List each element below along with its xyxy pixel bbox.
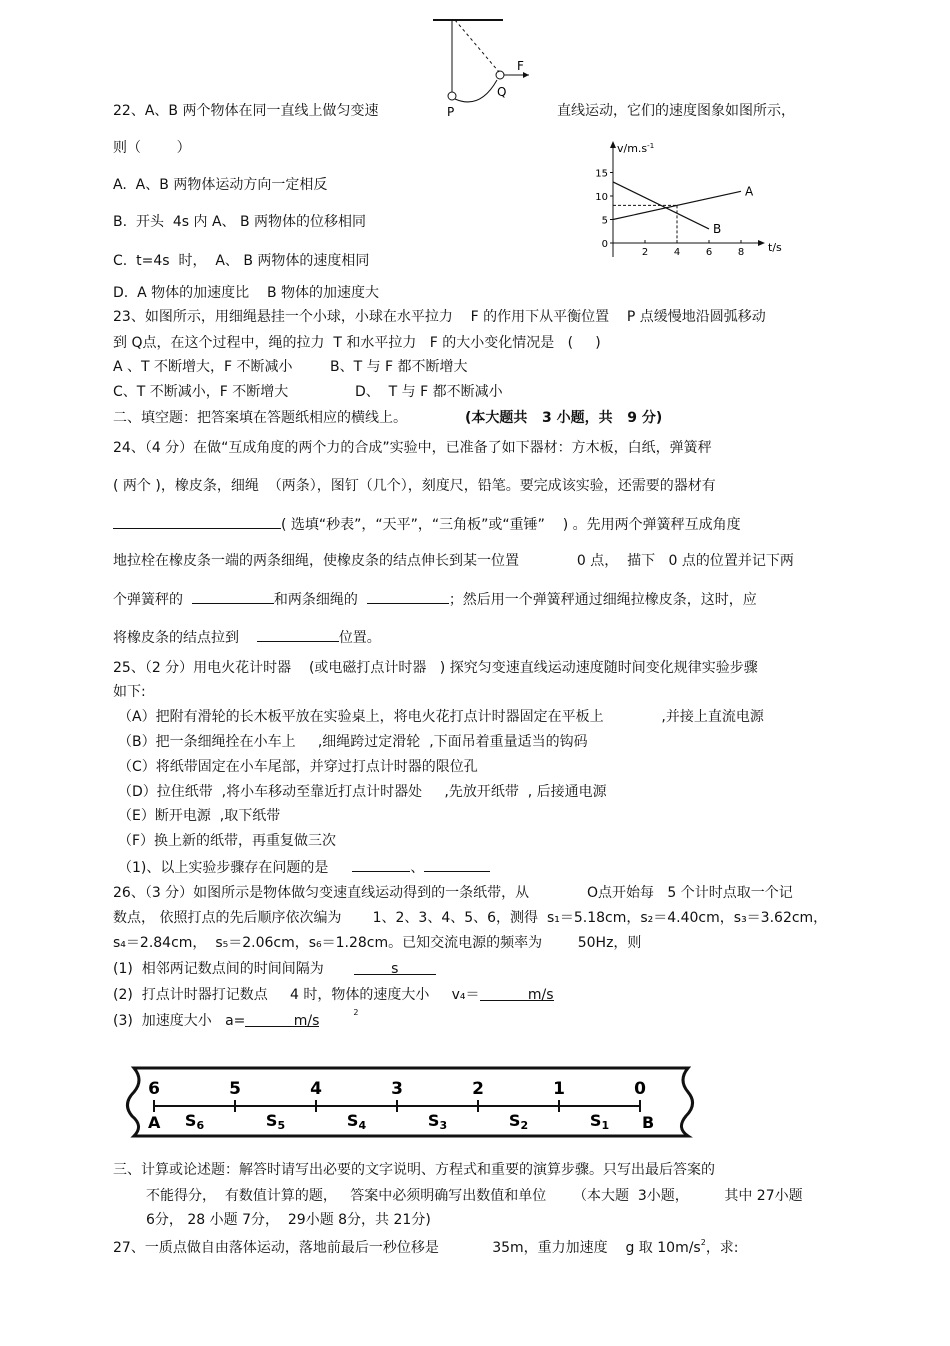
y-tick-label: 0: [601, 239, 608, 250]
ball-q: [496, 71, 504, 79]
section-2-title: 二、填空题：把答案填在答题纸相应的横线上。: [113, 410, 407, 426]
tape-end-b: B: [642, 1113, 655, 1132]
label-q: Q: [497, 85, 507, 99]
answer-blank[interactable]: [192, 589, 274, 604]
tape-segment-label: S4: [346, 1111, 367, 1132]
answer-blank[interactable]: [424, 857, 490, 872]
q23-option-c: C、T 不断减小，F 不断增大: [113, 384, 289, 400]
section-2-note: (本大题共 3 小题，共 9 分): [465, 410, 663, 426]
rope-dashed: [455, 20, 499, 72]
answer-blank[interactable]: [352, 857, 410, 872]
tape-segment-label: S3: [427, 1111, 448, 1132]
q25-line-1: 25、（2 分）用电火花计时器 (或电磁打点计时器 ) 探究匀变速直线运动速度随时间变化规律实验步骤: [113, 660, 758, 676]
tape-point-label: 4: [310, 1079, 322, 1099]
q25-step-c: （C）将纸带固定在小车尾部，并穿过打点计时器的限位孔: [118, 759, 478, 775]
arc-path: [455, 80, 497, 102]
tape-point-label: 1: [553, 1079, 565, 1099]
q25-step-a: （A）把附有滑轮的长木板平放在实验桌上，将电火花打点计时器固定在平板上 ,并接上直流电源: [118, 709, 764, 725]
q26-line-2: 数点， 依照打点的先后顺序依次编为 1、2、3、4、5、6，测得 s₁＝5.18cm，s₂＝4.40cm，s₃＝3.62cm，: [113, 910, 828, 926]
q22-stem-c: 则（ ）: [113, 140, 191, 156]
q22-option-b: B. 开头 4s 内 A、 B 两物体的位移相同: [113, 214, 367, 230]
tape-point-label: 6: [148, 1079, 160, 1099]
q23-line-2: 到 Q点，在这个过程中，绳的拉力 T 和水平拉力 F 的大小变化情况是 ( ): [113, 335, 601, 351]
q26-line-3: s₄＝2.84cm， s₅＝2.06cm，s₆＝1.28cm。已知交流电源的频率为 50Hz，则: [113, 935, 642, 951]
section-3-line-3: 6分， 28 小题 7分， 29小题 8分，共 21分): [146, 1212, 431, 1228]
q24-line-5: 个弹簧秤的 和两条细绳的 ；然后用一个弹簧秤通过细绳拉橡皮条，这时，应: [113, 589, 757, 609]
x-tick-label: 6: [705, 247, 713, 258]
tape-segment-label: S2: [508, 1111, 529, 1132]
series-line-a: [613, 191, 741, 219]
answer-blank[interactable]: [367, 589, 449, 604]
q23-option-a: A 、T 不断增大，F 不断减小: [113, 359, 293, 375]
tape-end-a: A: [148, 1113, 161, 1132]
tape-point-label: 3: [391, 1079, 403, 1099]
q24-line-2: ( 两个 )，橡皮条，细绳 （两条），图钉（几个），刻度尺，铅笔。要完成该实验，还需要的器材有: [113, 478, 716, 494]
q22-stem-b: 直线运动，它们的速度图象如图所示，: [557, 103, 795, 119]
x-tick-label: 8: [737, 247, 745, 258]
y-tick-label: 10: [595, 192, 608, 203]
q23-option-b: B、T 与 F 都不断增大: [330, 359, 468, 375]
q22-option-d: D. A 物体的加速度比 B 物体的加速度大: [113, 285, 380, 301]
q25-step-f: （F）换上新的纸带，再重复做三次: [118, 833, 337, 849]
tape-point-label: 2: [472, 1079, 484, 1099]
series-label-a: A: [745, 184, 754, 199]
pendulum-figure: [425, 10, 545, 120]
q22-option-a: A. A、B 两物体运动方向一定相反: [113, 177, 328, 193]
q24-line-3: ( 选填“秒表”，“天平”，“三角板”或“重锤” ) 。先用两个弹簧秤互成角度: [113, 514, 741, 534]
q24-line-6: 将橡皮条的结点拉到 位置。: [113, 627, 381, 647]
q23-option-d: D、 T 与 F 都不断减小: [355, 384, 503, 400]
y-tick-label: 5: [601, 215, 608, 227]
series-label-b: B: [713, 221, 722, 236]
section-3-line-1: 三、计算或论述题：解答时请写出必要的文字说明、方程式和重要的演算步骤。只写出最后答案的: [113, 1162, 715, 1178]
tape-point-label: 0: [634, 1079, 646, 1099]
q26-part-3: (3) 加速度大小 $a= m/s^2$: [113, 1008, 359, 1029]
series-line-b: [613, 182, 709, 229]
answer-blank[interactable]: m/s: [245, 1012, 319, 1027]
q23-line-1: 23、如图所示，用细绳悬挂一个小球，小球在水平拉力 F 的作用下从平衡位置 P 点缓慢地沿圆弧移动: [113, 309, 766, 325]
section-3-line-2: 不能得分， 有数值计算的题， 答案中必须明确写出数值和单位 （本大题 3小题， 其中 27小题: [146, 1188, 803, 1204]
q26-part-1: (1) 相邻两记数点间的时间间隔为 s: [113, 960, 436, 978]
tape-segment-label: S1: [589, 1111, 610, 1132]
q25-line-2: 如下:: [113, 684, 146, 700]
answer-blank[interactable]: s: [354, 960, 436, 975]
q22-option-c: C. t=4s 时， A、 B 两物体的速度相同: [113, 253, 370, 269]
q25-step-e: （E）断开电源 ,取下纸带: [118, 808, 281, 824]
q24-line-4: 地拉栓在橡皮条一端的两条细绳，使橡皮条的结点伸长到某一位置 0 点， 描下 0 点的位置并记下两: [113, 553, 794, 569]
tape-segment-label: S6: [184, 1111, 205, 1132]
q25-question-1: （1)、以上实验步骤存在问题的是 、: [118, 857, 490, 877]
answer-blank[interactable]: [257, 627, 339, 642]
y-tick-label: 15: [595, 168, 608, 180]
x-tick-label: 2: [641, 247, 649, 258]
q25-step-b: （B）把一条细绳拴在小车上 ,细绳跨过定滑轮 ,下面吊着重量适当的钩码: [118, 734, 588, 750]
answer-blank[interactable]: m/s: [480, 986, 554, 1001]
y-axis-label: $v/m.s^{-1}$: [617, 142, 655, 155]
tape-point-label: 5: [229, 1079, 241, 1099]
q26-line-1: 26、（3 分）如图所示是物体做匀变速直线运动得到的一条纸带，从 O点开始每 5 个计时点取一个记: [113, 885, 793, 901]
q25-step-d: （D）拉住纸带 ,将小车移动至靠近打点计时器处 ,先放开纸带 , 后接通电源: [118, 784, 607, 800]
q22-stem-a: 22、A、B 两个物体在同一直线上做匀变速: [113, 103, 379, 119]
q24-line-1: 24、（4 分）在做“互成角度的两个力的合成”实验中，已准备了如下器材：方木板，白纸，弹簧秤: [113, 440, 712, 456]
q27-line: 27、一质点做自由落体运动，落地前最后一秒位移是 35m，重力加速度 g 取 $10m/s^2$，求:: [113, 1238, 739, 1256]
x-axis-label: t/s: [768, 241, 782, 254]
tape-segment-label: S5: [265, 1111, 286, 1132]
paper-tape-figure: [120, 1064, 700, 1144]
x-tick-label: 4: [673, 247, 681, 258]
q26-part-2: (2) 打点计时器打记数点 4 时，物体的速度大小 v₄＝ m/s: [113, 987, 554, 1003]
velocity-time-chart: [595, 135, 795, 260]
ball-p: [448, 92, 456, 100]
label-p: P: [447, 105, 455, 119]
label-f: F: [517, 59, 524, 73]
answer-blank[interactable]: [113, 514, 281, 529]
